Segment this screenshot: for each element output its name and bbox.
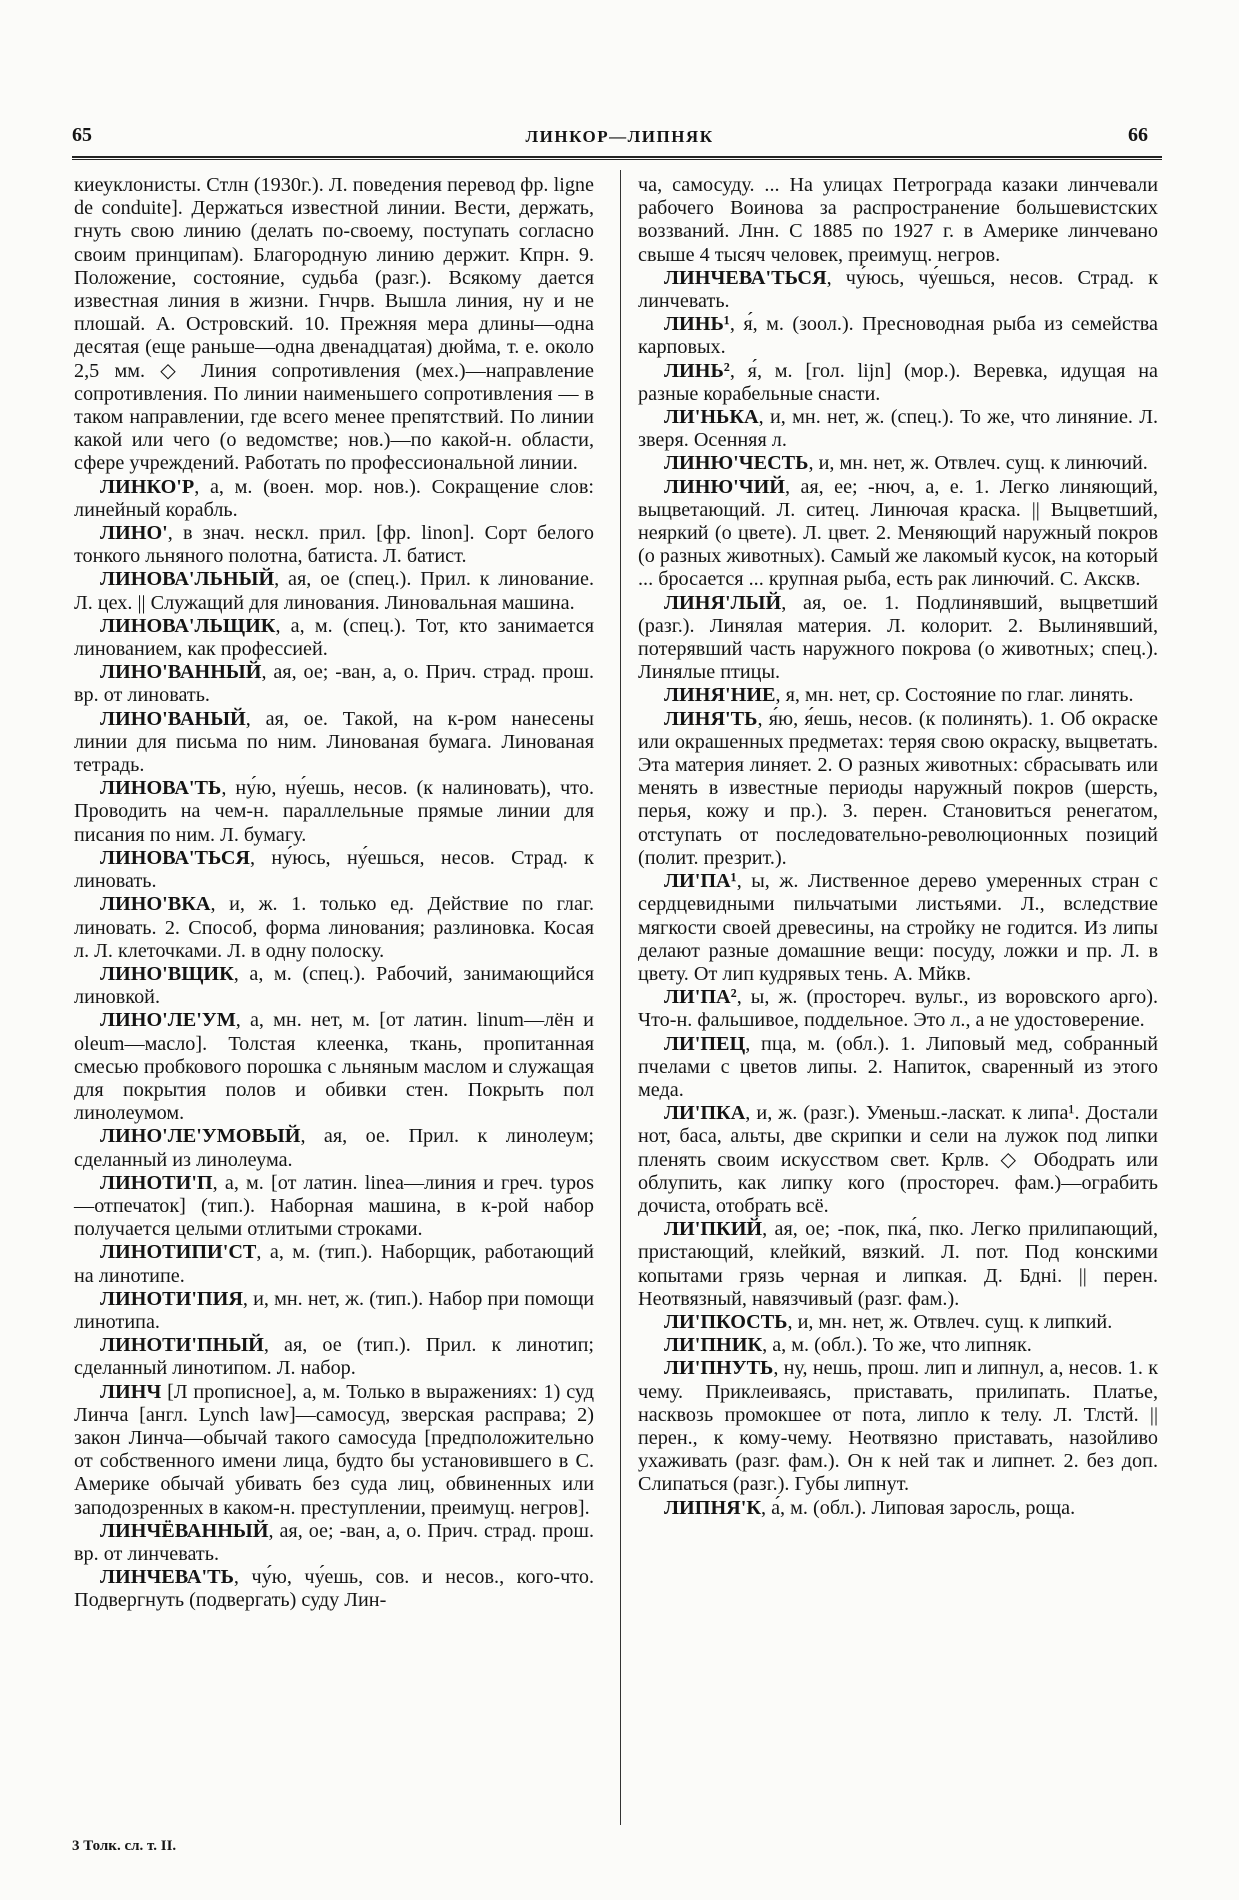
headword: ЛИ'ПКИЙ: [664, 1218, 763, 1241]
entry-linchevatsya: ЛИНЧЕВА'ТЬСЯ, чу́юсь, чу́ешься, несов. Страд. к линчевать.: [638, 266, 1158, 313]
entry-lipnut: ЛИ'ПНУТЬ, ну, нешь, прош. лип и липнул, а, несов. 1. к чему. Приклеиваясь, приставать, прилипать. Платье, насквозь промокшее от пота, липло к телу. Л. Тлстй. || перен., к кому-чему. Неотвязно приставать, назойливо ухаживать (разг. фам.). Он к ней так и липнет. 2. без доп. Слипаться (разг.). Губы липнут.: [638, 1357, 1158, 1496]
entry-lin-2: ЛИНЬ², я́, м. [гол. lijn] (мор.). Веревка, идущая на разные корабельные снасти.: [638, 359, 1158, 405]
headword: ЛИНЯ'ЛЫЙ: [664, 591, 782, 614]
running-head: ЛИНКОР—ЛИПНЯК: [525, 127, 714, 146]
entry-lipa-1: ЛИ'ПА¹, ы, ж. Лиственное дерево умеренных стран с сердцевидными пильчатыми листьями. Л., вследствие мягкости своей древесины, на стройку не годится. Из липы делают разные домашние вещи: посуду, ложки и пр. Л. в цвету. От лип кудрявых тень. А. Мйкв.: [638, 870, 1158, 985]
entry-linyat: ЛИНЯ'ТЬ, я́ю, я́ешь, несов. (к полинять). 1. Об окраске или окрашенных предметах: теряя свою окраску, выцветать. Эта материя линяет. 2. О разных животных: сбрасывать или менять в известные периоды наружный покров (шерсть, перья, кожу и пр.). 3. перен. Становиться ренегатом, отступать от последовательно-революционных позиций (полит. презрит.).: [638, 707, 1158, 869]
entry-lipets: ЛИ'ПЕЦ, пца, м. (обл.). 1. Липовый мед, собранный пчелами с цветов липы. 2. Напиток, сваренный из этого меда.: [638, 1032, 1158, 1101]
entry-lipa-2: ЛИ'ПА², ы, ж. (простореч. вульг., из воровского арго). Что-н. фальшивое, поддельное. Это л., а не удостоверение.: [638, 986, 1158, 1032]
entry-linotipiya: ЛИНОТИ'ПИЯ, и, мн. нет, ж. (тип.). Набор при помощи линотипа.: [74, 1287, 594, 1333]
entry-lipka: ЛИ'ПКА, и, ж. (разг.). Уменьш.-ласкат. к липа¹. Достали нот, баса, альты, две скрипки и сели на лужок под липки пленять своим искусством свет. Крлв. ◇ Ободрать или облупить, как липку кого (простореч. фам.)—ограбить дочиста, отобрать всё.: [638, 1102, 1158, 1217]
headword: ЛИНЮ'ЧИЙ: [664, 475, 786, 498]
headword: ЛИНЯ'ТЬ: [664, 707, 758, 730]
signature-mark: 3 Толк. сл. т. II.: [72, 1838, 177, 1854]
entry-lino: ЛИНО', в знач. нескл. прил. [фр. linon]. Сорт белого тонкого льняного полотна, батиста. Л. батист.: [74, 522, 594, 568]
entry-linoleumovyi: ЛИНО'ЛЕ'УМОВЫЙ, ая, ое. Прил. к линолеум; сделанный из линолеума.: [74, 1125, 594, 1171]
headword: ЛИ'ПНИК: [664, 1334, 763, 1357]
entry-linovatsya: ЛИНОВА'ТЬСЯ, ну́юсь, ну́ешься, несов. Страд. к линовать.: [74, 846, 594, 893]
entry-linchevannyi: ЛИНЧЁВАННЫЙ, ая, ое; -ван, а, о. Прич. страд. прош. вр. от линчевать.: [74, 1519, 594, 1565]
headword: ЛИНО'ВАНЫЙ: [100, 707, 246, 730]
entry-linotipist: ЛИНОТИПИ'СТ, а, м. (тип.). Наборщик, работающий на линотипе.: [74, 1241, 594, 1287]
entry-linyanie: ЛИНЯ'НИЕ, я, мн. нет, ср. Состояние по глаг. линять.: [664, 684, 1134, 707]
headword: ЛИ'ПКОСТЬ: [664, 1310, 788, 1333]
entry-linka: ЛИ'НЬКА, и, мн. нет, ж. (спец.). То же, что линяние. Л. зверя. Осенняя л.: [638, 406, 1158, 452]
headword: ЛИНКО'Р: [100, 475, 195, 498]
headword: ЛИНЮ'ЧЕСТЬ: [664, 452, 809, 475]
headword: ЛИНОВА'ЛЬНЫЙ: [100, 568, 275, 591]
headword: ЛИНО': [100, 522, 168, 545]
entry-linotip: ЛИНОТИ'П, а, м. [от латин. linea—линия и греч. typos—отпечаток] (тип.). Наборная машина, в к-рой набор получается целыми отлитыми строками.: [74, 1171, 594, 1241]
headword: ЛИНЧЕВА'ТЬСЯ: [664, 266, 827, 289]
headword: ЛИНО'ВКА: [100, 893, 211, 916]
left-column: [74, 174, 594, 1613]
headword: ЛИПНЯ'К: [664, 1496, 761, 1519]
headword: ЛИНО'ВАННЫЙ: [100, 661, 262, 684]
headword: ЛИНОТИПИ'СТ: [100, 1241, 257, 1264]
headword: ЛИНЬ¹: [664, 313, 730, 336]
entry-linchevat: ЛИНЧЕВА'ТЬ, чу́ю, чу́ешь, сов. и несов., кого-что. Подвергнуть (подвергать) суду Лин-: [74, 1566, 594, 1612]
header-rule: [72, 156, 1162, 160]
entry-linyuchest: ЛИНЮ'ЧЕСТЬ, и, мн. нет, ж. Отвлеч. сущ. к линючий.: [664, 452, 1148, 475]
entry-linovanyi: ЛИНО'ВАНЫЙ, ая, ое. Такой, на к-ром нанесены линии для письма по ним. Линованая бумага. Линованая тетрадь.: [74, 707, 594, 777]
entry-lipkost: ЛИ'ПКОСТЬ, и, мн. нет, ж. Отвлеч. сущ. к липкий.: [664, 1310, 1113, 1333]
headword: ЛИНЧЕВА'ТЬ: [100, 1566, 234, 1589]
headword: ЛИ'ПНУТЬ: [664, 1357, 774, 1380]
headword: ЛИНОВА'ЛЬЩИК: [100, 614, 276, 637]
headword: ЛИ'ПКА: [664, 1102, 746, 1125]
entry-continuation: ча, самосуду. ... На улицах Петрограда казаки линчевали рабочего Воинова за распространение большевистских воззваний. Лнн. С 1885 по 1927 г. в Америке линчевано свыше 4 тысяч человек, преимущ. негров.: [638, 174, 1158, 266]
headword: ЛИНО'ЛЕ'УМ: [100, 1009, 236, 1032]
entry-linovshchik: ЛИНО'ВЩИК, а, м. (спец.). Рабочий, занимающийся линовкой.: [74, 962, 594, 1009]
entry-linotipnyi: ЛИНОТИ'ПНЫЙ, ая, ое (тип.). Прил. к линотип; сделанный линотипом. Л. набор.: [74, 1334, 594, 1380]
entry-lipnik: ЛИ'ПНИК, а, м. (обл.). То же, что липняк.: [664, 1334, 1032, 1357]
headword: ЛИ'ПА²: [664, 986, 737, 1009]
entry-lipkii: ЛИ'ПКИЙ, ая, ое; -пок, пка́, пко. Легко прилипающий, пристающий, клейкий, вязкий. Л. пот. Под конскими копытами грязь черная и липкая. Д. Бдні. || перен. Неотвязный, навязчивый (разг. фам.).: [638, 1218, 1158, 1310]
headword: ЛИНЯ'НИЕ: [664, 684, 776, 707]
page-number-left: 65: [72, 124, 92, 146]
entry-linovalnyi: ЛИНОВА'ЛЬНЫЙ, ая, ое (спец.). Прил. к линование. Л. цех. || Служащий для линования. Линовальная машина.: [74, 568, 594, 614]
headword: ЛИНЧЁВАННЫЙ: [100, 1519, 269, 1542]
headword: ЛИ'ПА¹: [664, 870, 737, 893]
entry-linch: ЛИНЧ [Л прописное], а, м. Только в выражениях: 1) суд Линча [англ. Lynch law]—самосуд, зверская расправа; 2) закон Линча—обычай такого самосуда [предположительно от собственного имени лица, будто бы установившего в С. Америке обычай убивать без суда лиц, обвиненных или заподозренных в каком-н. преступлении, преимущ. негров].: [74, 1380, 594, 1519]
entry-linovka: ЛИНО'ВКА, и, ж. 1. только ед. Действие по глаг. линовать. 2. Способ, форма линования; разлиновка. Косая л. Л. клеточками. Л. в одну полоску.: [74, 893, 594, 962]
headword: ЛИНО'ЛЕ'УМОВЫЙ: [100, 1125, 301, 1148]
entry-lin-1: ЛИНЬ¹, я́, м. (зоол.). Пресноводная рыба из семейства карповых.: [638, 313, 1158, 359]
headword: ЛИ'НЬКА: [664, 406, 759, 429]
entry-lipnyak: ЛИПНЯ'К, а́, м. (обл.). Липовая заросль, роща.: [664, 1496, 1076, 1519]
entry-linyalyi: ЛИНЯ'ЛЫЙ, ая, ое. 1. Подлинявший, выцветший (разг.). Линялая материя. Л. колорит. 2. Вылинявший, потерявший часть наружного покрова (о животных; спец.). Линялые птицы.: [638, 591, 1158, 684]
entry-continuation: киеуклонисты. Стлн (1930г.). Л. поведения перевод фр. ligne de conduite]. Держаться известной линии. Вести, держать, гнуть свою линию (делать по-своему, поступать согласно своим принципам). Благородную линию держит. Кпрн. 9. Положение, состояние, судьба (разг.). Всякому дается известная линия в жизни. Гнчрв. Вышла линия, ну и не плошай. А. Островский. 10. Прежняя мера длины—одна десятая (еще раньше—одна двенадцатая) дюйма, т. е. около 2,5 мм. ◇ Линия сопротивления (мех.)—направление сопротивления. По линии наименьшего сопротивления — в таком направлении, где всего менее препятствий. По линии какой или чего (о ведомстве; нов.)—по какой-н. области, сфере учреждений. Работать по профессиональной линии.: [74, 174, 594, 475]
column-divider: [620, 170, 621, 1825]
page-number-right: 66: [1128, 124, 1148, 146]
headword: ЛИНОТИ'ПИЯ: [100, 1287, 243, 1310]
entry-linoleum: ЛИНО'ЛЕ'УМ, а, мн. нет, м. [от латин. linum—лён и oleum—масло]. Толстая клеенка, ткань, пропитанная смесью пробкового порошка с льняным маслом и служащая для покрытия полов и обивки стен. Покрыть пол линолеумом.: [74, 1009, 594, 1125]
headword: ЛИНЧ: [100, 1380, 162, 1403]
entry-linovalshchik: ЛИНОВА'ЛЬЩИК, а, м. (спец.). Тот, кто занимается линованием, как профессией.: [74, 614, 594, 661]
entry-linovannyi: ЛИНО'ВАННЫЙ, ая, ое; -ван, а, о. Прич. страд. прош. вр. от линовать.: [74, 661, 594, 707]
headword: ЛИНОВА'ТЬСЯ: [100, 846, 250, 869]
headword: ЛИНОТИ'ПНЫЙ: [100, 1334, 264, 1357]
headword: ЛИНЬ²: [664, 359, 730, 382]
entry-linovat: ЛИНОВА'ТЬ, ну́ю, ну́ешь, несов. (к налиновать), что. Проводить на чем-н. параллельные прямые линии для писания по ним. Л. бумагу.: [74, 777, 594, 846]
entry-linyuchii: ЛИНЮ'ЧИЙ, ая, ее; -нюч, а, е. 1. Легко линяющий, выцветающий. Л. ситец. Линючая краска. || Выцветший, неяркий (о цвете). Л. цвет. 2. Меняющий наружный покров (о разных животных). Самый же лакомый кусок, на который ... бросается ... крупная рыба, есть рак линючий. С. Акскв.: [638, 475, 1158, 591]
headword: ЛИНО'ВЩИК: [100, 962, 234, 985]
headword: ЛИНОВА'ТЬ: [100, 777, 222, 800]
entry-linkor: ЛИНКО'Р, а, м. (воен. мор. нов.). Сокращение слов: линейный корабль.: [74, 475, 594, 521]
right-column: [638, 174, 1158, 1520]
headword: ЛИНОТИ'П: [100, 1171, 213, 1194]
headword: ЛИ'ПЕЦ: [664, 1032, 746, 1055]
